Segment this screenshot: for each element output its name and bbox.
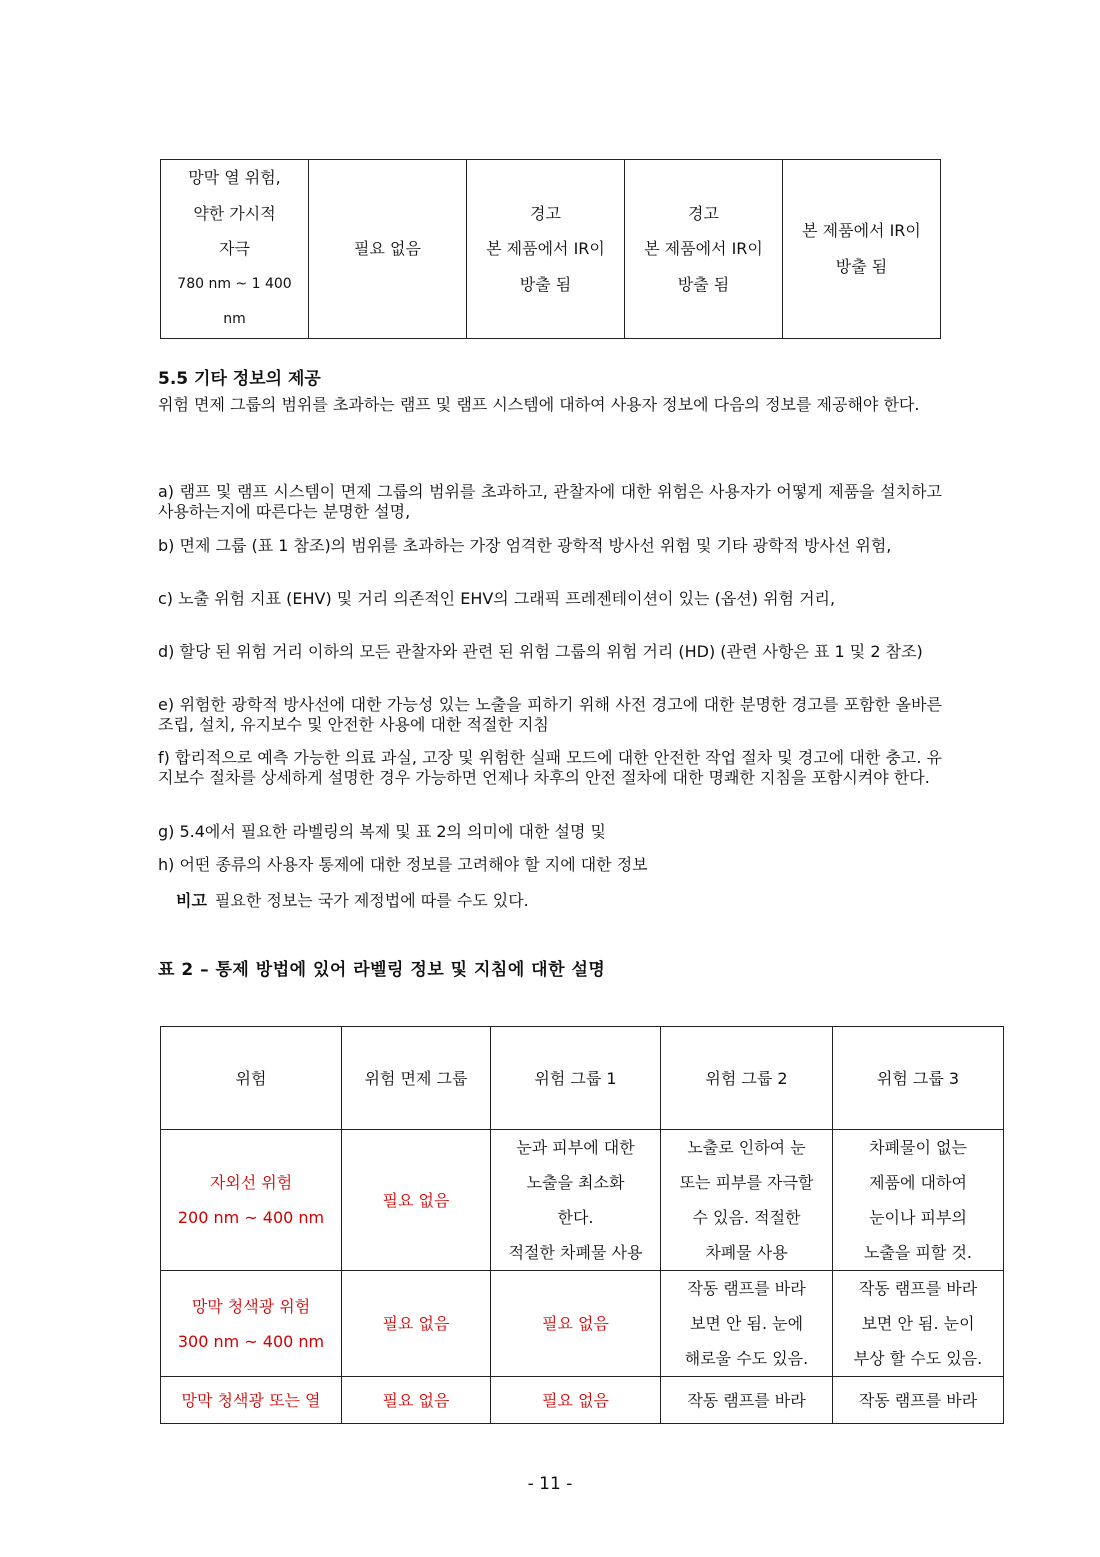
cell-line: 작동 램프를 바라: [858, 1279, 978, 1298]
group3-cell: [833, 1271, 1004, 1377]
column-header: 위험 그룹 2: [661, 1027, 833, 1130]
column-header: 위험 면제 그룹: [342, 1027, 491, 1130]
cell-line: 보면 안 됨. 눈이: [861, 1314, 975, 1333]
column-header: 위험 그룹 3: [833, 1027, 1004, 1130]
list-item: d) 할당 된 위험 거리 이하의 모든 관찰자와 관련 된 위험 그룹의 위험 거리 (HD) (관련 사항은 표 1 및 2 참조): [158, 642, 923, 661]
cell-line: 노출로 인하여 눈: [687, 1138, 806, 1157]
list-item: c) 노출 위험 지표 (EHV) 및 거리 의존적인 EHV의 그래픽 프레젠테이션이 있는 (옵션) 위험 거리,: [158, 589, 836, 608]
list-item: e) 위험한 광학적 방사선에 대한 가능성 있는 노출을 피하기 위해 사전 경고에 대한 분명한 경고를 포함한 올바른 조립, 설치, 유지보수 및 안전한 사용에 대한 적절한 지침: [158, 695, 942, 734]
list-item: h) 어떤 종류의 사용자 통제에 대한 정보를 고려해야 할 지에 대한 정보: [158, 855, 648, 874]
note-label: 비고: [176, 891, 207, 910]
hazard-cell: [161, 1271, 342, 1377]
hazard-cell: 망막 청색광 또는 열: [161, 1377, 342, 1424]
hazard-table-1: [160, 159, 941, 339]
table-row: [161, 1271, 1004, 1377]
exempt-cell: 필요 없음: [309, 160, 467, 339]
cell-line: 노출을 최소화: [526, 1173, 625, 1192]
list-item: a) 램프 및 램프 시스템이 면제 그룹의 범위를 초과하고, 관찰자에 대한 위험은 사용자가 어떻게 제품을 설치하고 사용하는지에 따른다는 분명한 설명,: [158, 482, 942, 521]
cell-line: 노출을 피할 것.: [864, 1243, 972, 1262]
group3-cell: [833, 1130, 1004, 1271]
cell-line: 방출 됨: [835, 256, 888, 276]
table-row: [161, 1130, 1004, 1271]
cell-line: 해로울 수도 있음.: [684, 1349, 809, 1368]
cell-line: 망막 열 위험,: [188, 168, 281, 187]
list-item: g) 5.4에서 필요한 라벨링의 복제 및 표 2의 의미에 대한 설명 및: [158, 822, 607, 841]
cell-line: 눈이나 피부의: [869, 1208, 967, 1227]
group2-cell: 작동 램프를 바라: [661, 1377, 833, 1424]
hazard-cell: [161, 160, 309, 339]
list-item: f) 합리적으로 예측 가능한 의료 과실, 고장 및 위험한 실패 모드에 대한 안전한 작업 절차 및 경고에 대한 충고. 유지보수 절차를 상세하게 설명한 경우 가능하면 언제나 차후의 안전 절차에 대한 명쾌한 지침을 포함시켜야 한다.: [158, 748, 942, 787]
cell-line: 경고: [530, 203, 561, 223]
cell-line: 본 제품에서 IR이: [486, 239, 605, 258]
cell-line: 본 제품에서 IR이: [644, 239, 763, 258]
cell-line: 방출 됨: [519, 274, 572, 294]
cell-line: 방출 됨: [677, 274, 730, 294]
table-row: [161, 160, 941, 339]
note-text: 필요한 정보는 국가 제정법에 따를 수도 있다.: [214, 891, 529, 910]
cell-line: 눈과 피부에 대한: [516, 1138, 635, 1157]
group2-cell: [625, 160, 783, 339]
group3-cell: 작동 램프를 바라: [833, 1377, 1004, 1424]
cell-line: 부상 할 수도 있음.: [853, 1349, 983, 1368]
page-number: - 11 -: [527, 1474, 573, 1494]
group1-cell: 필요 없음: [491, 1377, 661, 1424]
note: [176, 888, 529, 911]
cell-line: 적절한 차폐물 사용: [508, 1243, 643, 1262]
group1-cell: 필요 없음: [491, 1271, 661, 1377]
table-title: 표 2 – 통제 방법에 있어 라벨링 정보 및 지침에 대한 설명: [158, 960, 606, 980]
exempt-cell: 필요 없음: [342, 1377, 491, 1424]
cell-line: 차폐물 사용: [705, 1243, 788, 1262]
cell-line: 780 nm ~ 1 400: [177, 275, 292, 292]
column-header: 위험 그룹 1: [491, 1027, 661, 1130]
hazard-cell: [161, 1130, 342, 1271]
list-item: b) 면제 그룹 (표 1 참조)의 범위를 초과하는 가장 엄격한 광학적 방사선 위험 및 기타 광학적 방사선 위험,: [158, 536, 892, 555]
group3-cell: [783, 160, 941, 339]
group1-cell: [491, 1130, 661, 1271]
cell-line: 또는 피부를 자극할: [679, 1173, 814, 1192]
group1-cell: [467, 160, 625, 339]
section-intro: 위험 면제 그룹의 범위를 초과하는 램프 및 램프 시스템에 대하여 사용자 정보에 다음의 정보를 제공해야 한다.: [158, 395, 920, 414]
cell-line: 한다.: [557, 1208, 594, 1227]
exempt-cell: 필요 없음: [342, 1130, 491, 1271]
group2-cell: [661, 1130, 833, 1271]
table-header-row: [161, 1027, 1004, 1130]
group2-cell: [661, 1271, 833, 1377]
exempt-cell: 필요 없음: [342, 1271, 491, 1377]
cell-line: 보면 안 됨. 눈에: [689, 1314, 804, 1333]
table-row: [161, 1377, 1004, 1424]
column-header: 위험: [161, 1027, 342, 1130]
cell-line: 200 nm ~ 400 nm: [177, 1208, 325, 1227]
cell-line: 작동 램프를 바라: [687, 1279, 806, 1298]
cell-line: nm: [223, 311, 246, 327]
cell-line: 300 nm ~ 400 nm: [177, 1331, 325, 1351]
cell-line: 본 제품에서 IR이: [802, 221, 921, 241]
cell-line: 수 있음. 적절한: [692, 1208, 801, 1227]
cell-line: 망막 청색광 위험: [191, 1296, 311, 1316]
cell-line: 제품에 대하여: [869, 1173, 967, 1192]
cell-line: 자극: [219, 239, 250, 258]
section-title: 5.5 기타 정보의 제공: [158, 369, 321, 389]
cell-line: 경고: [688, 203, 719, 223]
labeling-table: [160, 1026, 1004, 1424]
cell-line: 자외선 위험: [209, 1173, 293, 1192]
cell-line: 차폐물이 없는: [869, 1138, 967, 1157]
cell-line: 약한 가시적: [193, 203, 276, 223]
